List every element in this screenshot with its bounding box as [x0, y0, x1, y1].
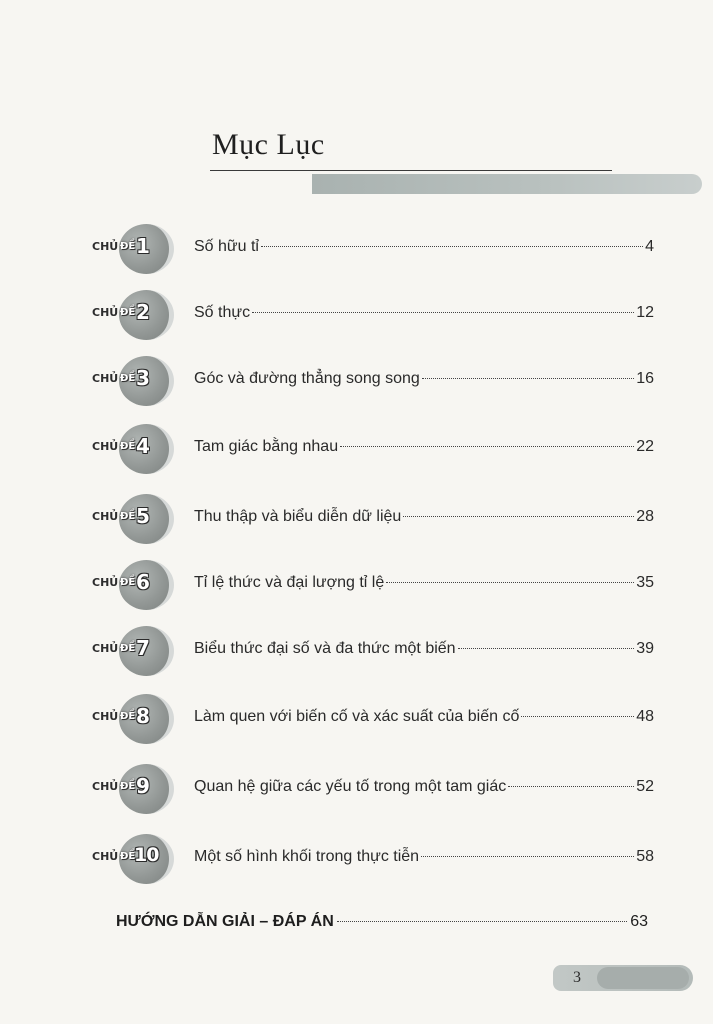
toc-entry-title: Thu thập và biểu diễn dữ liệu	[194, 508, 402, 525]
badge-chu-label: CHỦ	[92, 576, 119, 589]
badge-number: 1	[136, 234, 150, 258]
badge-chu-label: CHỦ	[92, 710, 119, 723]
badge-chu-label: CHỦ	[92, 440, 119, 453]
dot-leader	[403, 515, 634, 517]
title-underline	[210, 170, 612, 171]
dot-leader	[458, 647, 635, 649]
badge-number: 6	[136, 570, 150, 594]
toc-row-2[interactable]	[80, 286, 660, 346]
badge-de-label: ĐỀ	[120, 781, 136, 792]
toc-entry	[194, 848, 654, 866]
toc-entry-page: 28	[636, 508, 654, 525]
badge-number: 9	[136, 774, 150, 798]
dot-leader	[421, 855, 634, 857]
answers-page: 63	[630, 913, 648, 930]
badge-de-label: ĐỀ	[120, 511, 136, 522]
badge-number: 4	[136, 434, 150, 458]
toc-entry-page: 39	[636, 640, 654, 657]
badge-de-label: ĐỀ	[120, 441, 136, 452]
badge-de-label: ĐỀ	[120, 577, 136, 588]
toc-entry-title: Tam giác bằng nhau	[194, 438, 339, 455]
badge-chu-label: CHỦ	[92, 510, 119, 523]
toc-entry-title: Một số hình khối trong thực tiễn	[194, 848, 420, 865]
answers-title: HƯỚNG DẪN GIẢI – ĐÁP ÁN	[116, 913, 334, 930]
badge-chu-label: CHỦ	[92, 850, 119, 863]
page-title: Mục Lục	[212, 128, 325, 161]
dot-leader	[386, 581, 634, 583]
dot-leader	[252, 311, 634, 313]
dot-leader	[337, 920, 627, 922]
topic-badge	[80, 420, 180, 480]
dot-leader	[508, 785, 634, 787]
dot-leader	[521, 715, 634, 717]
dot-leader	[422, 377, 634, 379]
footer-pill	[597, 967, 689, 989]
toc-row-10[interactable]	[80, 830, 660, 890]
badge-number: 3	[136, 366, 150, 390]
toc-entry	[194, 370, 654, 388]
badge-chu-label: CHỦ	[92, 780, 119, 793]
toc-entry-page: 48	[636, 708, 654, 725]
toc-entry-title: Góc và đường thẳng song song	[194, 370, 420, 387]
toc-row-3[interactable]	[80, 352, 660, 412]
topic-badge	[80, 220, 180, 280]
page-number-tab	[553, 965, 693, 991]
toc-row-1[interactable]	[80, 220, 660, 280]
badge-de-label: ĐỀ	[120, 643, 136, 654]
badge-de-label: ĐỀ	[120, 851, 136, 862]
toc-entry	[194, 508, 654, 526]
toc-entry-title: Quan hệ giữa các yếu tố trong một tam giác	[194, 778, 507, 795]
toc-entry-title: Tỉ lệ thức và đại lượng tỉ lệ	[194, 574, 385, 591]
title-band	[312, 174, 702, 194]
topic-badge	[80, 690, 180, 750]
badge-chu-label: CHỦ	[92, 372, 119, 385]
toc-entry-page: 4	[645, 238, 654, 255]
toc-row-answers[interactable]	[116, 913, 648, 931]
badge-de-label: ĐỀ	[120, 307, 136, 318]
topic-badge	[80, 352, 180, 412]
toc-entry-title: Số hữu tỉ	[194, 238, 259, 255]
badge-chu-label: CHỦ	[92, 240, 119, 253]
toc-entry-page: 16	[636, 370, 654, 387]
toc-entry-page: 58	[636, 848, 654, 865]
toc-entry	[194, 574, 654, 592]
badge-number: 10	[134, 844, 159, 866]
toc-entry-page: 35	[636, 574, 654, 591]
badge-chu-label: CHỦ	[92, 642, 119, 655]
toc-row-4[interactable]	[80, 420, 660, 480]
badge-number: 8	[136, 704, 150, 728]
topic-badge	[80, 556, 180, 616]
topic-badge	[80, 760, 180, 820]
toc-entry-page: 12	[636, 304, 654, 321]
topic-badge	[80, 622, 180, 682]
badge-de-label: ĐỀ	[120, 373, 136, 384]
page-number: 3	[573, 969, 581, 986]
toc-entry-title: Số thực	[194, 304, 251, 321]
dot-leader	[340, 445, 634, 447]
toc-entry-title: Biểu thức đại số và đa thức một biến	[194, 640, 456, 657]
toc-entry	[194, 238, 654, 256]
toc-entry-page: 52	[636, 778, 654, 795]
toc-row-6[interactable]	[80, 556, 660, 616]
toc-row-9[interactable]	[80, 760, 660, 820]
badge-de-label: ĐỀ	[120, 711, 136, 722]
toc-entry	[194, 304, 654, 322]
dot-leader	[261, 245, 643, 247]
topic-badge	[80, 830, 180, 890]
toc-entry	[194, 778, 654, 796]
toc-entry	[194, 640, 654, 658]
toc-entry	[194, 438, 654, 456]
badge-de-label: ĐỀ	[120, 241, 136, 252]
toc-row-8[interactable]	[80, 690, 660, 750]
toc-row-5[interactable]	[80, 490, 660, 550]
toc-row-7[interactable]	[80, 622, 660, 682]
topic-badge	[80, 490, 180, 550]
badge-chu-label: CHỦ	[92, 306, 119, 319]
topic-badge	[80, 286, 180, 346]
badge-number: 5	[136, 504, 150, 528]
badge-number: 7	[136, 636, 150, 660]
toc-entry-title: Làm quen với biến cố và xác suất của biến cố	[194, 708, 520, 725]
toc-entry	[194, 708, 654, 726]
toc-entry-page: 22	[636, 438, 654, 455]
badge-number: 2	[136, 300, 150, 324]
